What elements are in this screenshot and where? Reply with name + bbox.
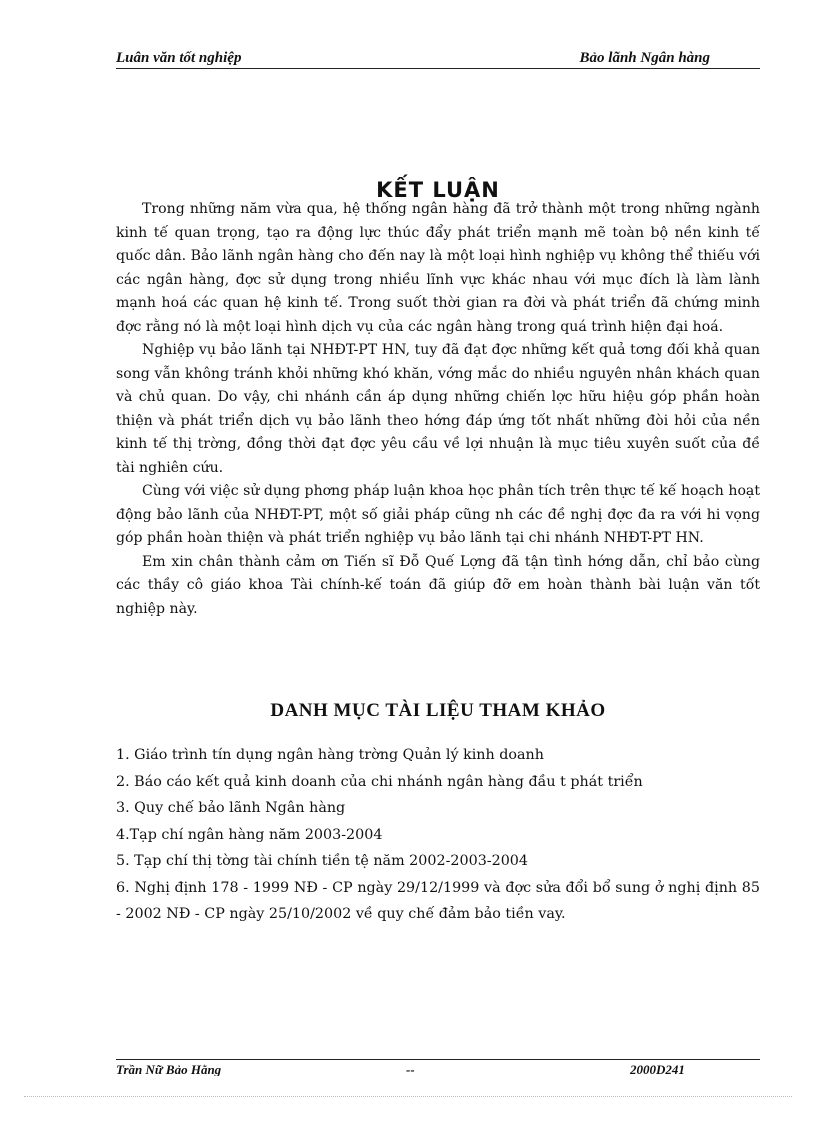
reference-item: 3. Quy chế bảo lãnh Ngân hàng [116, 800, 346, 816]
reference-item: 2. Báo cáo kết quả kinh doanh của chi nhánh ngân hàng đầu t phát triển [116, 773, 643, 790]
reference-item: 5. Tạp chí thị tờng tài chính tiền tệ năm 2002-2003-2004 [116, 853, 528, 869]
references-list [116, 742, 760, 928]
conclusion-paragraph-1: Trong những năm vừa qua, hệ thống ngân hàng đã trở thành một trong những ngành kinh tế quan trọng, tạo ra động lực thúc đẩy phát triển mạnh mẽ toàn bộ nền kinh tế quốc dân. Bảo lãnh ngân hàng cho đến nay là một loại hình nghiệp vụ không thể thiếu với các ngân hàng, đợc sử dụng trong nhiều lĩnh vực khác nhau với mục đích là làm lành mạnh hoá các quan hệ kinh tế. Trong suốt thời gian ra đời và phát triển đã chứng minh đợc rằng nó là một loại hình dịch vụ của các ngân hàng trong quá trình hiện đại hoá. [116, 201, 760, 335]
conclusion-paragraph-4: Em xin chân thành cảm ơn Tiến sĩ Đỗ Quế Lợng đã tận tình hớng dẫn, chỉ bảo cùng các thầy cô giáo khoa Tài chính-kế toán đã giúp đỡ em hoàn thành bài luận văn tốt nghiệp này. [116, 553, 760, 617]
reference-item: 6. Nghị định 178 - 1999 NĐ - CP ngày 29/12/1999 và đợc sửa đổi bổ sung ở nghị định 85 - 2002 NĐ - CP ngày 25/10/2002 về quy chế đảm bảo tiền vay. [116, 879, 760, 922]
references-title: DANH MỤC TÀI LIỆU THAM KHẢO [270, 700, 606, 721]
footer-class-code: 2000D241 [630, 1062, 685, 1076]
page-header [116, 50, 760, 69]
header-topic-label: Bảo lãnh Ngân hàng [579, 50, 710, 66]
footer-page-number: -- [406, 1062, 415, 1076]
header-thesis-label: Luân văn tốt nghiệp [116, 50, 242, 66]
reference-item: 1. Giáo trình tín dụng ngân hàng trờng Quản lý kinh doanh [116, 747, 544, 763]
conclusion-paragraph-3: Cùng với việc sử dụng phơng pháp luận khoa học phân tích trên thực tế kế hoạch hoạt động bảo lãnh của NHĐT-PT, một số giải pháp cũng nh các đề nghị đợc đa ra với hi vọng góp phần hoàn thiện và phát triển nghiệp vụ bảo lãnh tại chi nhánh NHĐT-PT HN. [116, 483, 760, 546]
reference-item: 4.Tạp chí ngân hàng năm 2003-2004 [116, 826, 383, 843]
conclusion-body [116, 198, 760, 621]
footer-author: Trần Nữ Bảo Hằng [116, 1062, 222, 1076]
page-footer [116, 1059, 760, 1076]
conclusion-paragraph-2: Nghiệp vụ bảo lãnh tại NHĐT-PT HN, tuy đã đạt đợc những kết quả tơng đối khả quan song vẫn không tránh khỏi những khó khăn, vớng mắc do nhiều nguyên nhân khách quan và chủ quan. Do vậy, chi nhánh cần áp dụng những chiến lợc hữu hiệu góp phần hoàn thiện và phát triển dịch vụ bảo lãnh theo hớng đáp ứng tốt nhất những đòi hỏi của nền kinh tế thị trờng, đồng thời đạt đợc yêu cầu về lợi nhuận là mục tiêu xuyên suốt của đề tài nghiên cứu. [116, 342, 760, 476]
conclusion-title: KẾT LUẬN [376, 178, 500, 202]
page-bottom-divider [24, 1096, 792, 1097]
